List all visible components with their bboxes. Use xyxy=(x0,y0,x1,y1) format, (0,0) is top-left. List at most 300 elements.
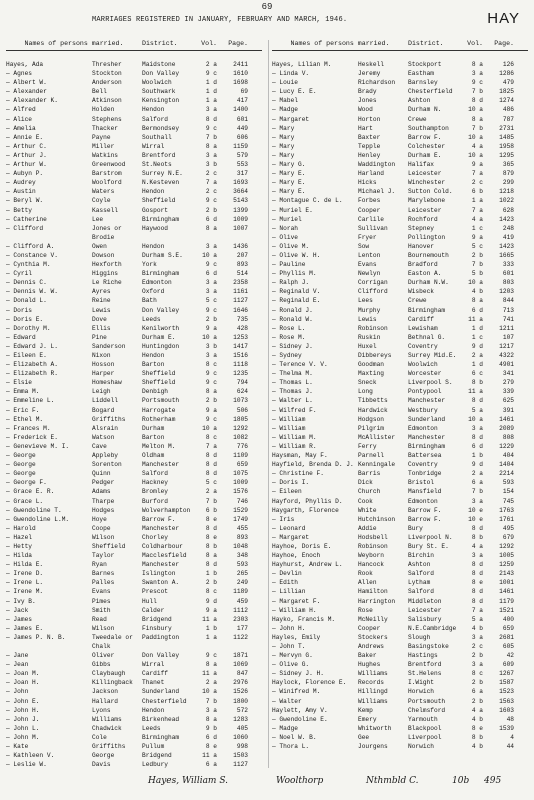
entry-name: — Eileen xyxy=(272,488,302,496)
entry-name: — Doris xyxy=(6,306,32,314)
entry-spouse-surname: Palles xyxy=(92,579,115,587)
entry-name: — Leonard xyxy=(272,524,306,532)
entry-name: — Muriel xyxy=(272,215,302,223)
entry-page: 1693 xyxy=(233,179,248,187)
entry-spouse-surname: Barris xyxy=(358,470,381,478)
entry-volume: 8 a xyxy=(471,297,483,305)
entry-page: 679 xyxy=(502,533,514,541)
entry-district: Birmingham xyxy=(142,270,180,278)
entry-page: 1529 xyxy=(233,506,248,514)
entry-name: — Grace E. R. xyxy=(6,488,55,496)
entry-name: — Gwendoline E. xyxy=(272,715,328,723)
entry-spouse-surname: Miller xyxy=(92,142,115,150)
entry-volume: 11 a xyxy=(202,615,217,623)
entry-volume: 1 a xyxy=(205,633,217,641)
entry-volume: 7 b xyxy=(205,497,217,505)
entry-name xyxy=(6,233,92,242)
register-row xyxy=(272,406,514,415)
entry-spouse-surname: Jourgens xyxy=(358,743,388,751)
entry-district: Birchin xyxy=(408,552,434,560)
entry-volume: 8 e xyxy=(205,533,217,541)
entry-volume: 9 c xyxy=(205,415,217,423)
entry-page: 391 xyxy=(502,406,514,414)
entry-name: — Noel W. B. xyxy=(272,733,317,741)
entry-district: Leicester xyxy=(408,206,442,214)
entry-volume: 4 a xyxy=(471,706,483,714)
register-row xyxy=(272,715,514,724)
entry-name: — Mary E. xyxy=(272,170,306,178)
entry-page: 42 xyxy=(506,652,514,660)
entry-volume: 8 a xyxy=(205,142,217,150)
entry-spouse-surname: McNeilly xyxy=(358,615,388,623)
entry-volume: 9 c xyxy=(205,370,217,378)
entry-volume: 2 c xyxy=(471,643,483,650)
entry-volume: 3 a xyxy=(205,279,217,287)
entry-volume: 2 b xyxy=(205,579,217,587)
register-row xyxy=(6,415,248,424)
entry-page: 3664 xyxy=(233,188,248,196)
entry-name: — Christine F. xyxy=(272,470,324,478)
right-column-header xyxy=(272,40,528,50)
entry-district: St.Neots xyxy=(142,161,172,169)
entry-page: 177 xyxy=(236,624,248,632)
entry-spouse-surname: Appleby xyxy=(92,452,118,460)
entry-district: Winchester xyxy=(408,179,446,187)
entry-name: — Norah xyxy=(272,224,298,232)
register-row xyxy=(6,624,248,633)
entry-name: — Ethel M. xyxy=(6,415,44,423)
entry-district: Sheffield xyxy=(142,197,176,205)
entry-name: — Mabel xyxy=(272,97,298,105)
entry-volume: 9 a xyxy=(471,161,483,169)
entry-name: — William xyxy=(272,424,306,432)
entry-district: Halifax xyxy=(408,161,434,169)
entry-district: Hendon xyxy=(142,352,165,359)
entry-spouse-surname: Michael J. xyxy=(358,188,396,196)
entry-district: Liverpool N. xyxy=(408,533,453,541)
entry-volume: 6 a xyxy=(205,761,217,769)
entry-volume: 8 c xyxy=(205,433,217,441)
entry-page: 593 xyxy=(236,561,248,569)
register-row xyxy=(6,433,248,442)
entry-name: — James E. xyxy=(6,624,44,632)
entry-district: Wolverhampton xyxy=(142,506,191,514)
register-row xyxy=(272,524,514,533)
entry-page: 1576 xyxy=(233,488,248,496)
entry-name: — Betty xyxy=(6,206,32,214)
entry-district: Worcester xyxy=(408,370,442,378)
entry-name: — Montague C. de L. xyxy=(272,197,343,205)
entry-district: Westbury xyxy=(408,406,438,414)
entry-district: Chesterfield xyxy=(408,88,453,96)
entry-volume xyxy=(198,233,220,242)
entry-page: 506 xyxy=(236,406,248,414)
entry-spouse-surname: Payne xyxy=(92,133,111,141)
entry-name: — Iris xyxy=(272,515,295,523)
entry-spouse-surname: Hart xyxy=(358,124,373,132)
register-row xyxy=(272,478,514,487)
entry-volume: 2 b xyxy=(205,206,217,214)
entry-volume: 2 a xyxy=(471,352,483,359)
entry-spouse-surname: Ellis xyxy=(92,324,111,332)
entry-volume: 8 e xyxy=(471,579,483,587)
entry-district: Bristol xyxy=(408,479,434,487)
entry-district: Southampton xyxy=(408,124,449,132)
entry-volume: 8 a xyxy=(205,224,217,232)
entry-spouse-surname: Harper xyxy=(92,370,115,378)
entry-district: Wirral xyxy=(142,142,165,150)
entry-name: — Irene M. xyxy=(6,588,44,596)
entry-name: — Elizabeth A. xyxy=(6,361,58,369)
entry-name: — Hazel xyxy=(6,533,32,541)
entry-name: — William M. xyxy=(272,433,317,441)
entry-district: Bournemouth xyxy=(408,251,449,259)
entry-spouse-surname: Cooper xyxy=(358,624,381,632)
page-number: 69 xyxy=(261,2,273,12)
entry-page: 808 xyxy=(502,433,514,441)
left-register-column xyxy=(6,60,248,769)
register-row xyxy=(272,224,514,233)
entry-volume: 1 c xyxy=(471,333,483,341)
register-row xyxy=(272,706,514,715)
register-row xyxy=(6,278,248,287)
entry-district: Edmonton xyxy=(408,497,438,505)
entry-name: — Jane xyxy=(6,652,29,660)
entry-name: — Hilda xyxy=(6,552,32,560)
entry-spouse-surname: Parnell xyxy=(358,452,384,460)
entry-page: 1159 xyxy=(233,142,248,150)
entry-spouse-surname: Carlile xyxy=(358,215,384,223)
entry-district: Manchester xyxy=(142,561,180,569)
entry-spouse-surname: Gee xyxy=(358,733,370,741)
header-vol: Vol. xyxy=(201,40,217,47)
entry-name: — Edward xyxy=(6,333,36,341)
entry-page: 1539 xyxy=(499,724,514,732)
entry-spouse-surname: Leigh xyxy=(92,388,111,396)
entry-district: Barton xyxy=(142,361,165,369)
entry-district: Portsmouth xyxy=(142,397,180,405)
entry-spouse-surname: Hosson xyxy=(92,361,115,369)
entry-district: Salford xyxy=(408,570,434,578)
entry-spouse-surname: Records xyxy=(358,679,384,687)
entry-name: — Mary xyxy=(272,133,295,141)
entry-spouse-surname: Williams xyxy=(358,697,388,705)
entry-name: — Alice xyxy=(6,115,32,123)
entry-spouse-surname: Dove xyxy=(92,315,107,323)
entry-district: Harrogate xyxy=(142,406,176,414)
register-row xyxy=(272,342,514,351)
entry-volume: 7 a xyxy=(471,206,483,214)
entry-page: 659 xyxy=(502,624,514,632)
entry-name: — Leslie W. xyxy=(6,761,47,769)
entry-page: 1587 xyxy=(499,679,514,687)
register-row xyxy=(272,196,514,205)
entry-district: Pontypool xyxy=(408,388,442,396)
entry-district: I.Wight xyxy=(408,679,434,687)
entry-volume: 1 d xyxy=(205,88,217,96)
entry-volume: 3 a xyxy=(471,633,483,641)
entry-spouse-surname: Hancock xyxy=(358,561,384,569)
entry-volume: 8 a xyxy=(471,115,483,123)
entry-spouse-surname: Pilgrim xyxy=(358,424,384,432)
entry-spouse-surname: Hutchinson xyxy=(358,515,396,523)
entry-name: — Eric F. xyxy=(6,406,40,414)
entry-district: Prescot xyxy=(142,588,168,596)
entry-district: Wisbeck xyxy=(408,288,434,296)
entry-name: — John J. xyxy=(6,715,40,723)
register-row xyxy=(6,215,248,224)
entry-volume: 8 d xyxy=(471,570,483,578)
entry-page: 4901 xyxy=(499,361,514,369)
entry-volume: 10 a xyxy=(202,688,217,696)
entry-page: 1112 xyxy=(233,606,248,614)
entry-page: 341 xyxy=(502,370,514,378)
entry-name: — Clifford A. xyxy=(6,242,55,250)
entry-volume: 10 a xyxy=(468,151,483,159)
entry-name: — George xyxy=(6,452,36,460)
entry-name: — John M. xyxy=(6,733,40,741)
entry-volume: 2 a xyxy=(471,470,483,478)
entry-volume: 1 b xyxy=(205,624,217,632)
entry-name: — Mary xyxy=(272,124,295,132)
handwritten-page: 495 xyxy=(484,776,502,786)
entry-name: — Mary xyxy=(272,151,295,159)
entry-name: — Mary E. xyxy=(272,188,306,196)
header-district: District. xyxy=(408,40,444,47)
entry-volume: 5 c xyxy=(205,297,217,305)
register-row xyxy=(272,87,514,96)
entry-page: 579 xyxy=(236,151,248,159)
register-row xyxy=(272,597,514,606)
entry-name: — Donald L. xyxy=(6,297,47,305)
register-row xyxy=(272,415,514,424)
entry-district: Woolwich xyxy=(142,79,172,87)
entry-district: Bethnal G. xyxy=(408,333,446,341)
entry-page: 1217 xyxy=(499,342,514,350)
entry-district: Sutton Cold. xyxy=(408,188,453,196)
entry-name: — Clifford xyxy=(6,224,44,232)
entry-volume: 8 e xyxy=(471,724,483,732)
entry-district: Coventry xyxy=(408,342,438,350)
register-row xyxy=(272,378,514,387)
entry-page: 1523 xyxy=(499,688,514,696)
entry-name: — Cyril xyxy=(6,270,32,278)
entry-name: Hayles, Emily xyxy=(272,633,321,641)
entry-spouse-surname: Thacker xyxy=(92,124,118,132)
entry-page: 1400 xyxy=(233,106,248,114)
entry-spouse-surname: Sorenton xyxy=(92,461,122,469)
entry-district: Leeds xyxy=(142,315,161,323)
entry-volume: 7 b xyxy=(471,261,483,269)
entry-spouse-surname: Ayres xyxy=(92,288,111,296)
register-row xyxy=(272,660,514,669)
entry-volume: 11 a xyxy=(202,670,217,678)
entry-spouse-surname: Jones or xyxy=(92,224,122,232)
entry-volume: 8 e xyxy=(205,515,217,523)
entry-district: Brentford xyxy=(408,661,442,669)
entry-name: — Hetty xyxy=(6,542,32,550)
entry-volume: 7 a xyxy=(471,170,483,178)
entry-name: — John T. xyxy=(272,643,306,650)
entry-name: — Emma M. xyxy=(6,388,40,396)
entry-district: Rotherham xyxy=(142,415,176,423)
entry-volume: 2 b xyxy=(471,679,483,687)
register-row xyxy=(272,242,514,251)
entry-spouse-surname: Watson xyxy=(92,433,115,441)
entry-spouse-surname: Greenwood xyxy=(92,161,126,169)
entry-spouse-surname: Hexforth xyxy=(92,261,122,269)
entry-spouse-surname: Lees xyxy=(358,297,373,305)
entry-volume: 2 b xyxy=(471,652,483,660)
entry-district: Sheffield xyxy=(142,370,176,378)
entry-name: — Frances M. xyxy=(6,424,51,432)
entry-volume: 8 b xyxy=(205,542,217,550)
entry-page: 1229 xyxy=(499,442,514,450)
entry-spouse-surname: Williams xyxy=(92,715,122,723)
entry-district: Don Valley xyxy=(142,70,180,78)
entry-volume: 2 c xyxy=(471,179,483,187)
entry-spouse-surname: Rook xyxy=(358,570,373,578)
entry-spouse-surname: Griffiths xyxy=(92,743,126,751)
entry-name: — Mary G. xyxy=(272,161,306,169)
entry-page: 48 xyxy=(506,715,514,723)
entry-volume: 9 c xyxy=(205,306,217,314)
entry-page: 1295 xyxy=(499,151,514,159)
entry-page: 605 xyxy=(502,643,514,650)
entry-volume: 8 d xyxy=(471,524,483,532)
entry-name: — Emmeline L. xyxy=(6,397,55,405)
register-row xyxy=(6,342,248,351)
entry-page: 417 xyxy=(236,97,248,105)
entry-spouse-surname: Church xyxy=(358,488,381,496)
entry-district: St.Helens xyxy=(408,670,442,678)
entry-page: 1069 xyxy=(233,661,248,669)
entry-spouse-surname: Henley xyxy=(358,151,381,159)
entry-page: 1109 xyxy=(233,452,248,460)
entry-page xyxy=(220,642,248,651)
register-row xyxy=(6,469,248,478)
register-row xyxy=(272,460,514,469)
entry-spouse-surname: Lenton xyxy=(358,251,381,259)
entry-district: Chelmsford xyxy=(408,706,446,714)
entry-volume: 8 c xyxy=(471,670,483,678)
entry-volume: 8 a xyxy=(205,552,217,560)
entry-volume: 3 a xyxy=(205,352,217,359)
entry-page: 1461 xyxy=(499,588,514,596)
register-row xyxy=(272,451,514,460)
entry-spouse-surname: Hamilton xyxy=(358,588,388,596)
entry-district: Gosport xyxy=(142,206,168,214)
entry-name: — Hilda E. xyxy=(6,561,44,569)
register-row xyxy=(272,360,514,369)
entry-name: — James xyxy=(6,615,32,623)
header-rule xyxy=(6,50,262,51)
entry-district: Bury xyxy=(408,524,423,532)
entry-page: 1075 xyxy=(233,470,248,478)
register-row xyxy=(272,542,514,551)
register-row xyxy=(272,624,514,633)
entry-volume: 9 c xyxy=(471,79,483,87)
register-row xyxy=(272,269,514,278)
entry-spouse-surname: Tharpe xyxy=(92,497,115,505)
entry-name: — Thomas J. xyxy=(272,388,313,396)
entry-spouse-surname: Hodgson xyxy=(358,415,384,423)
register-row xyxy=(6,360,248,369)
handwritten-vol: 10b xyxy=(452,776,470,786)
entry-spouse-surname: Hodges xyxy=(92,506,115,514)
register-row xyxy=(6,460,248,469)
entry-spouse-surname: Lee xyxy=(92,215,104,223)
entry-volume: 3 a xyxy=(471,497,483,505)
entry-volume: 6 b xyxy=(205,506,217,514)
register-row xyxy=(272,151,514,160)
entry-name: — Kathleen V. xyxy=(6,752,55,760)
entry-page: 348 xyxy=(236,552,248,560)
register-row xyxy=(272,487,514,496)
register-row xyxy=(272,178,514,187)
entry-district: Calder xyxy=(142,606,165,614)
register-row xyxy=(272,724,514,733)
entry-volume: 4 a xyxy=(471,215,483,223)
entry-spouse-surname: Owen xyxy=(92,242,107,250)
register-row xyxy=(6,115,248,124)
entry-volume: 9 d xyxy=(471,342,483,350)
entry-spouse-surname: Allen xyxy=(358,579,377,587)
register-row xyxy=(272,324,514,333)
entry-district: Barnsley xyxy=(408,79,438,87)
entry-spouse-surname: Hillingd xyxy=(358,688,388,696)
register-row xyxy=(272,569,514,578)
entry-volume: 2 b xyxy=(471,697,483,705)
entry-district: Tonbridge xyxy=(408,470,442,478)
entry-district xyxy=(142,642,198,651)
entry-spouse-surname: Williams xyxy=(358,670,388,678)
entry-page: 1118 xyxy=(233,361,248,369)
register-row xyxy=(272,433,514,442)
entry-volume: 8 c xyxy=(205,588,217,596)
entry-spouse-surname: Ryan xyxy=(92,561,107,569)
register-row xyxy=(272,442,514,451)
entry-page: 1286 xyxy=(499,70,514,78)
register-row xyxy=(272,615,514,624)
entry-page: 1122 xyxy=(233,633,248,641)
entry-district: Chesterfield xyxy=(142,697,187,705)
entry-name: — Gwendoline L.M. xyxy=(6,515,70,523)
entry-district: Mansfield xyxy=(408,488,442,496)
entry-spouse-surname: Hardwick xyxy=(358,406,388,414)
entry-spouse-surname: Goodman xyxy=(358,361,384,369)
entry-volume: 8 d xyxy=(471,433,483,441)
entry-page: 2731 xyxy=(499,124,514,132)
entry-district: Durham S.E. xyxy=(142,251,183,259)
entry-district: Sheffield xyxy=(142,379,176,387)
entry-page: 404 xyxy=(502,452,514,460)
register-row xyxy=(6,487,248,496)
entry-name: — Ronald W. xyxy=(272,315,313,323)
register-row xyxy=(272,606,514,615)
header-vol: Vol. xyxy=(467,40,483,47)
entry-district: Edmonton xyxy=(142,279,172,287)
entry-name: — Alfred xyxy=(6,106,36,114)
entry-name: — Jack xyxy=(6,606,29,614)
entry-volume: 5 a xyxy=(471,615,483,623)
entry-name: — Linda V. xyxy=(272,70,310,78)
entry-district: Hull xyxy=(142,597,157,605)
entry-page xyxy=(220,233,248,242)
entry-volume: 6 b xyxy=(471,188,483,196)
entry-district: N.E.Cambridge xyxy=(408,624,457,632)
entry-volume: 6 d xyxy=(471,306,483,314)
